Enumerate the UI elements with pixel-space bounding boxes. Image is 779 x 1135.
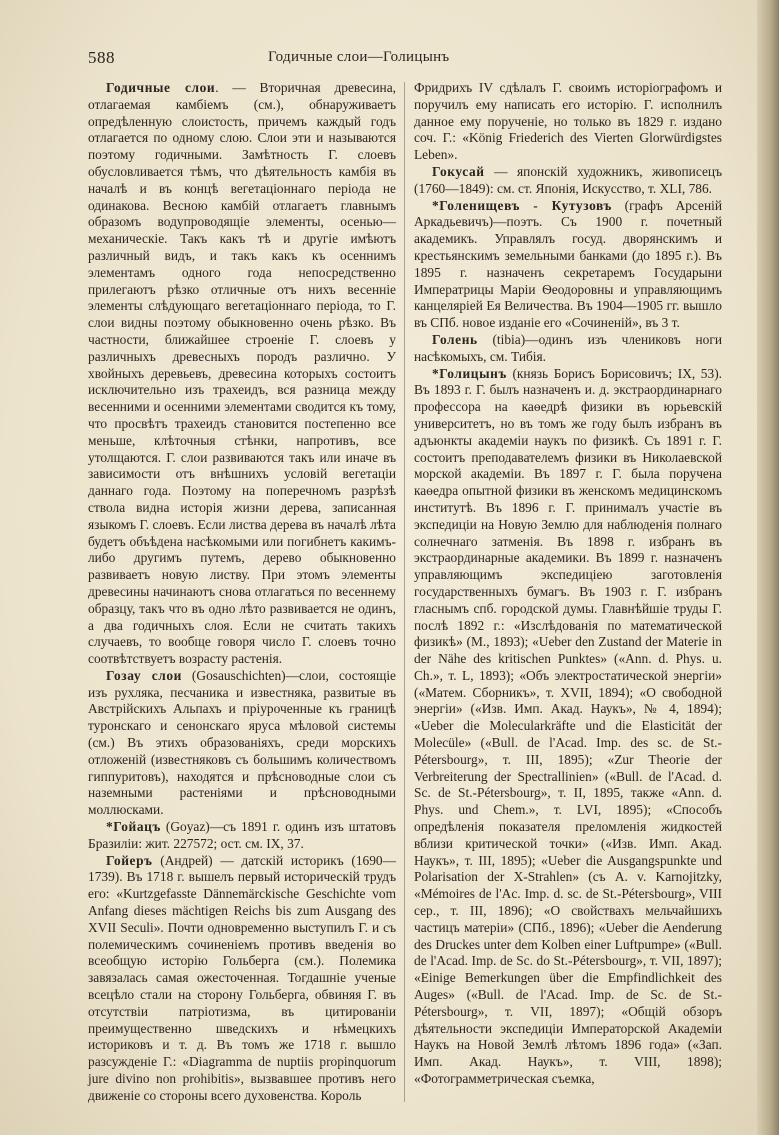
- left-column: [88, 80, 396, 1105]
- entry-text: . — Вторичная древесина, отлагаемая камбіемъ (см.), обнаруживаетъ опредѣленную слоистость, причемъ каждый годъ отлагается по одному слою. Слои эти и называются поэтому годичными. Замѣтность Г. слоевъ обусловливается тѣмъ, что дѣятельность камбія въ началѣ и въ концѣ вегетаціоннаго періода не одинакова. Весною камбій отлагаетъ главнымъ образомъ водупроводящіе элементы, осенью—механическіе. Такъ какъ тѣ и другіе имѣютъ различный видъ, и такъ какъ къ осеннимъ элементамъ одного года непосредственно прилегаютъ рѣзко отличные отъ нихъ весенніе элементы слѣдующаго вегетаціоннаго періода, то Г. слои видны поэтому обыкновенно очень рѣзко. Въ частности, ближайшее строеніе Г. слоевъ у различныхъ древесныхъ породъ различно. У хвойныхъ деревьевъ, древесина которыхъ состоитъ исключительно изъ трахеидъ, вся разница между весенними и осенними элементами сводится къ тому, что просвѣтъ трахеидъ становится постепенно все меньше, клѣточныя стѣнки, напротивъ, все утолщаются. Г. слои развиваются такъ или иначе въ зависимости отъ внѣшнихъ условій вегетаціи даннаго года. Поэтому на поперечномъ разрѣзѣ ствола видна исторія жизни дерева, записанная языкомъ Г. слоевъ. Если листва дерева въ началѣ лѣта будетъ объѣдена насѣкомыми или погибнетъ какимъ-либо другимъ путемъ, дерево обыкновенно развиваетъ новую листву. При этомъ элементы древесины начинаютъ снова отлагаться по весеннему образцу, такъ что въ одно лѣто развивается не одинъ, а два годичныхъ слоя. Если не считать такихъ случаевъ, то вообще говоря число Г. слоевъ точно соотвѣтствуетъ возрасту растенія.: [88, 80, 396, 667]
- entry-golenishchev-kutuzov: [414, 198, 722, 332]
- entry-golitsyn: [414, 366, 722, 1088]
- page-number: 588: [88, 48, 115, 67]
- entry-text: (графъ Арсеній Аркадьевичъ)—поэтъ. Съ 1900 г. почетный академикъ. Управлялъ госуд. дворянскимъ и крестьянскимъ земельными банками (до 1895 г.). Въ 1895 г. назначенъ секретаремъ Государыни Императрицы Маріи Ѳеодоровны и управляющимъ канцеляріей Ея Величества. Въ 1904—1905 гг. вышло въ СПб. новое изданіе его «Сочиненій», въ 3 т.: [414, 197, 722, 331]
- page-header: [88, 48, 728, 72]
- entry-text: (tibia)—одинъ изъ члениковъ ноги насѣкомыхъ, см. Тибія.: [414, 331, 722, 364]
- entry-gokusai: [414, 164, 722, 198]
- entry-godichnye-sloi: [88, 80, 396, 668]
- entry-golen: [414, 332, 722, 366]
- entry-text: (князь Борисъ Борисовичъ; IX, 53). Въ 1893 г. Г. былъ назначенъ и. д. экстраординарнаго профессора на каѳедрѣ физики въ юрьевскій университетъ, но въ томъ же году былъ избранъ въ адъюнкты академіи наукъ по физикѣ. Съ 1891 г. Г. состоитъ преподавателемъ физики въ Николаевской морской академіи. Въ 1897 г. Г. была поручена каѳедра опытной физики въ женскомъ медицинскомъ институтѣ. Въ 1896 г. Г. принималъ участіе въ экспедиціи на Новую Землю для наблюденія полнаго солнечнаго затменія. Въ 1898 г. избранъ въ экстраординарные академики. Въ 1899 г. назначенъ управляющимъ экспедиціею заготовленія государственныхъ бумагъ. Въ 1903 г. Г. избранъ гласнымъ спб. городской думы. Главнѣйшіе труды Г. послѣ 1892 г.: «Изслѣдованія по математической физикѣ» (М., 1893); «Ueber den Zustand der Materie in der Nähe des kritischen Punktes» («Ann. d. Phys. u. Ch.», т. L, 1893); «Объ электростатической энергіи» («Матем. Сборникъ», т. XVII, 1894); «О свободной энергіи» («Изв. Имп. Акад. Наукъ», № 4, 1894); «Ueber die Molecularkräfte und die Elasticität der Molecüle» («Bull. de l'Acad. Imp. des sc. de St.-Pétersbourg», т. III, 1895); «Zur Theorie der Verbreiterung der Spectrallinien» («Bull. de l'Acad. d. Sc. de St.-Pétersbourg», т. II, 1895, также «Ann. d. Phys. und Chem.», т. LVI, 1895); «Способъ опредѣленія показателя преломленія жидкостей вблизи критической точки» («Изв. Имп. Акад. Наукъ», т. III, 1895); «Ueber die Ausgangspunkte und Polarisation der X-Strahlen» (съ А. v. Karnojitzky, «Mémoires de l'Ac. Imp. d. sc. de St.-Pétersbourg», VIII сер., т. III, 1896); «О свойствахъ мельчайшихъ частицъ матеріи» (СПб., 1896); «Ueber die Aenderung des Druckes unter dem Kolben einer Luftpumpe» («Bull. de l'Acad. Imp. de Sc. do St.-Pétersbourg», т. VII, 1897); «Einige Bemerkungen über die Empfindlichkeit des Auges» («Bull. de l'Acad. Imp. de Sc. de St.-Pétersbourg», т. VII, 1897); «Общій обзоръ дѣятельности экспедиціи Императорской Академіи Наукъ на Новой Землѣ лѣтомъ 1896 года» («Зап. Имп. Акад. Наукъ», т. VIII, 1898); «Фотограмметрическая съемка,: [414, 365, 722, 1087]
- entry-text: Фридрихъ IV сдѣлалъ Г. своимъ исторіографомъ и поручилъ ему написать его исторію. Г. исполнилъ данное ему порученіе, но только въ 1829 г. издано соч. Г.: «König Friederich des Vierten Glorwürdigstes Leben».: [414, 80, 722, 163]
- entry-headword: *Гойацъ: [106, 819, 161, 835]
- entry-gozau-sloi: [88, 668, 396, 819]
- entry-goier: [88, 853, 396, 1105]
- running-head: Годичные слои—Голицынъ: [268, 49, 450, 65]
- entry-headword: Годичные слои: [106, 80, 216, 95]
- right-column: [414, 80, 722, 1088]
- entry-goiats: [88, 819, 396, 853]
- entry-text: (Gosauschichten)—слои, состоящіе изъ рухляка, песчаника и известняка, развитые въ Австрійскихъ Альпахъ и пріуроченные къ границѣ туронскаго и сенонскаго яруса мѣловой системы (см.) Въ этихъ образованіяхъ, среди морскихъ отложеній (известняковъ съ большимъ количествомъ гиппуритовъ), находятся и прѣсноводные слои съ наземными растеніями и прѣсноводными моллюсками.: [88, 667, 396, 818]
- entry-text: (Goyaz)—съ 1891 г. одинъ изъ штатовъ Бразиліи: жит. 227572; ост. см. IX, 37.: [88, 819, 396, 851]
- entry-text: — японскій художникъ, живописецъ (1760—1849): см. ст. Японія, Искусство, т. XLI, 786.: [414, 163, 722, 196]
- entry-headword: Голень: [432, 331, 478, 347]
- entry-headword: Гозау слои: [106, 667, 182, 683]
- entry-headword: Гокусай: [432, 163, 485, 179]
- entry-headword: Гойеръ: [106, 852, 153, 868]
- entry-text: (Андрей) — датскій историкъ (1690—1739). Въ 1718 г. вышелъ первый историческій трудъ его: «Kurtzgefasste Dännemärckische Geschichte vom Anfang dieses mächtigen Reichs bis zum Ausgang des XVII Seculi». Почти одновременно выступилъ Г. и съ полемическимъ сочиненіемъ противъ введенія во всеобщую исторію Гольберга (см.). Полемика завязалась самая ожесточенная. Тогдашніе ученые всецѣло стали на сторону Гольберга, обвиняя Г. въ отсутствіи патріотизма, въ цитированіи преимущественно шведскихъ и нѣмецкихъ историковъ и т. д. Въ томъ же 1718 г. вышло разсужденіе Г.: «Diagramma de nuptiis propinquorum jure divino non prohibitis», вызвавшее противъ него движеніе со стороны всего духовенства. Король: [88, 852, 396, 1103]
- entry-goier-continued: [414, 80, 722, 164]
- page-binding-edge: [757, 0, 779, 1135]
- entry-headword: *Голицынъ: [432, 365, 507, 381]
- column-divider: [404, 82, 405, 1102]
- entry-headword: *Голенищевъ - Кутузовъ: [432, 197, 612, 213]
